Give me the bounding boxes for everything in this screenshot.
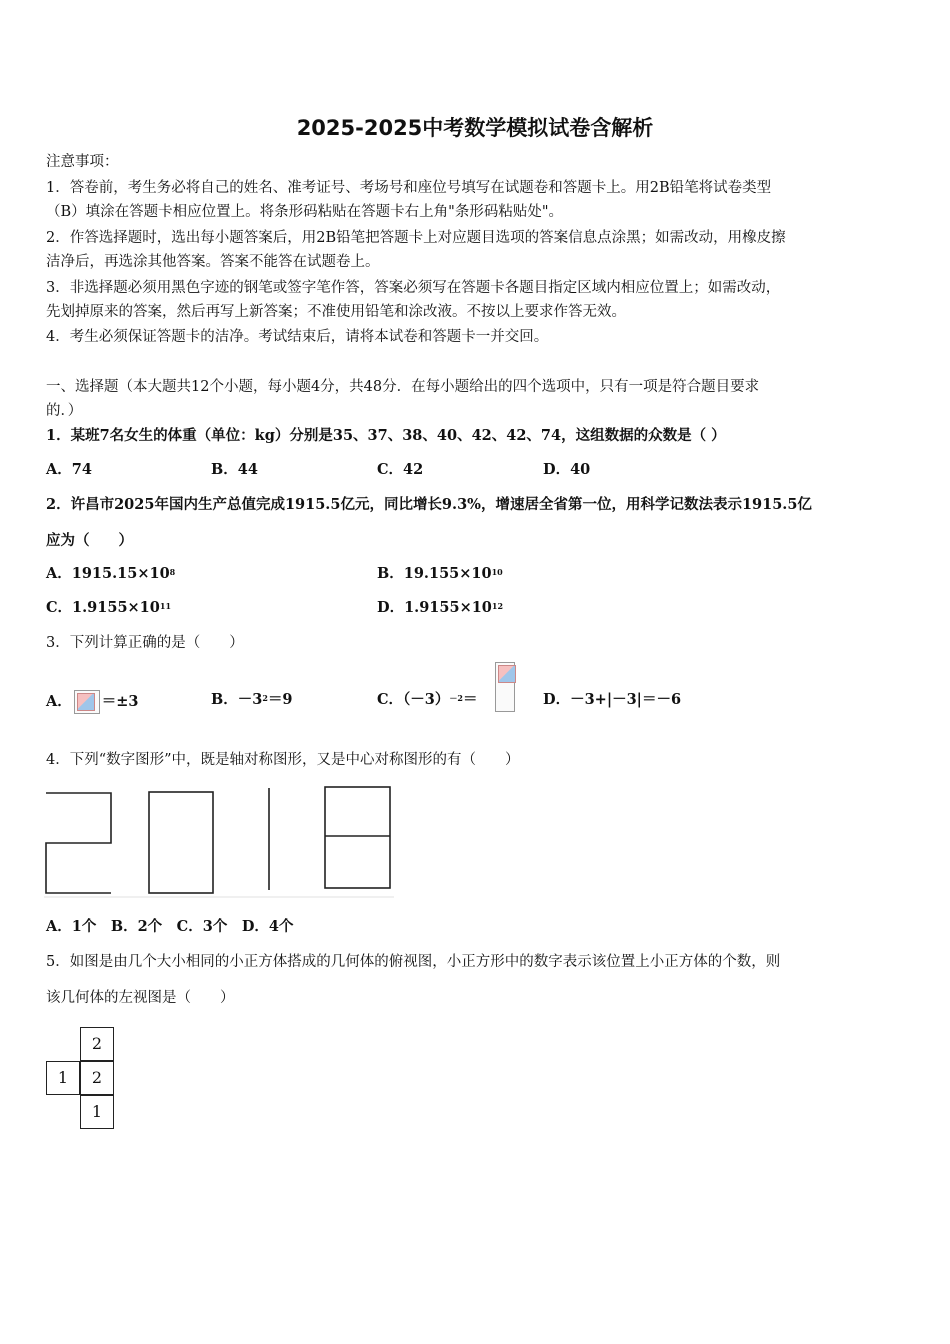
grid-cell: 2: [80, 1027, 114, 1061]
notice-line: 1．答卷前，考生务必将自己的姓名、准考证号、考场号和座位号填写在试题卷和答题卡上。用2B铅笔将试卷类型: [46, 180, 772, 196]
section-heading-cont: 的．）: [46, 403, 83, 419]
section-heading: 一、选择题（本大题共12个小题，每小题4分，共48分．在每小题给出的四个选项中，只有一项是符合题目要求: [46, 379, 760, 395]
notice-line: 先划掉原来的答案，然后再写上新答案；不准使用铅笔和涂改液。不按以上要求作答无效。: [46, 304, 626, 320]
top-view-grid: [46, 1027, 118, 1135]
digit-8-figure: [325, 787, 390, 888]
question-4-stem: 4．下列“数字图形”中，既是轴对称图形，又是中心对称图形的有（ ）: [46, 752, 520, 768]
q2-option-a: A．$1915.15\times 10^8$: [46, 565, 176, 582]
question-2-stem: 2．许昌市2025年国内生产总值完成1915.5亿元，同比增长9.3%，增速居全省第一位，用科学记数法表示1915.5亿: [46, 496, 812, 513]
question-5-stem-cont: 该几何体的左视图是（ ）: [46, 990, 235, 1006]
q2-option-d: D．$1.9155\times 10^{12}$: [377, 599, 504, 616]
digit-figures-2018: [44, 784, 396, 900]
q3-option-d: D．－3+|－3|＝－6: [543, 691, 682, 708]
q1-option-b: B．44: [211, 461, 258, 478]
broken-image-icon: [495, 662, 515, 712]
question-3-stem: 3．下列计算正确的是（ ）: [46, 635, 244, 651]
notice-line: 3．非选择题必须用黑色字迹的钢笔或签字笔作答，答案必须写在答题卡各题目指定区域内相应位置上；如需改动，: [46, 280, 781, 296]
q1-option-c: C．42: [377, 461, 424, 478]
notice-line: 4．考生必须保证答题卡的洁净。考试结束后，请将本试卷和答题卡一并交回。: [46, 329, 549, 345]
q3-option-a: A． ＝±3: [46, 690, 139, 714]
question-1-stem: 1．某班7名女生的体重（单位：kg）分别是35、37、38、40、42、42、74，这组数据的众数是（ ）: [46, 427, 726, 444]
q2-option-c: C．$1.9155\times 10^{11}$: [46, 599, 172, 616]
grid-cell: 2: [80, 1061, 114, 1095]
page-title: 2025-2025中考数学模拟试卷含解析: [296, 116, 654, 140]
notice-line: 2．作答选择题时，选出每小题答案后，用2B铅笔把答题卡上对应题目选项的答案信息点涂黑；如需改动，用橡皮擦: [46, 230, 786, 246]
notice-line: 洁净后，再选涂其他答案。答案不能答在试题卷上。: [46, 254, 380, 270]
notice-line: （B）填涂在答题卡相应位置上。将条形码粘贴在答题卡右上角"条形码粘贴处"。: [46, 204, 563, 220]
grid-cell: 1: [46, 1061, 80, 1095]
question-5-stem: 5．如图是由几个大小相同的小正方体搭成的几何体的俯视图，小正方形中的数字表示该位置上小正方体的个数，则: [46, 954, 781, 970]
broken-image-icon: [74, 690, 100, 714]
grid-cell: 1: [80, 1095, 114, 1129]
digit-0-figure: [149, 792, 213, 893]
notice-heading: 注意事项：: [46, 154, 119, 170]
q4-options: A．1个 B．2个 C．3个 D．4个: [46, 918, 294, 935]
q3-option-b: B．$-3^2=9$: [211, 691, 293, 708]
q3-option-c: C．$(-3)^{-2}=$: [377, 691, 478, 708]
q2-option-b: B．$19.155\times 10^{10}$: [377, 565, 503, 582]
digit-2-figure: [46, 793, 111, 893]
question-2-stem-cont: 应为（ ）: [46, 532, 133, 549]
q1-option-d: D．40: [543, 461, 591, 478]
q1-option-a: A．74: [46, 461, 92, 478]
